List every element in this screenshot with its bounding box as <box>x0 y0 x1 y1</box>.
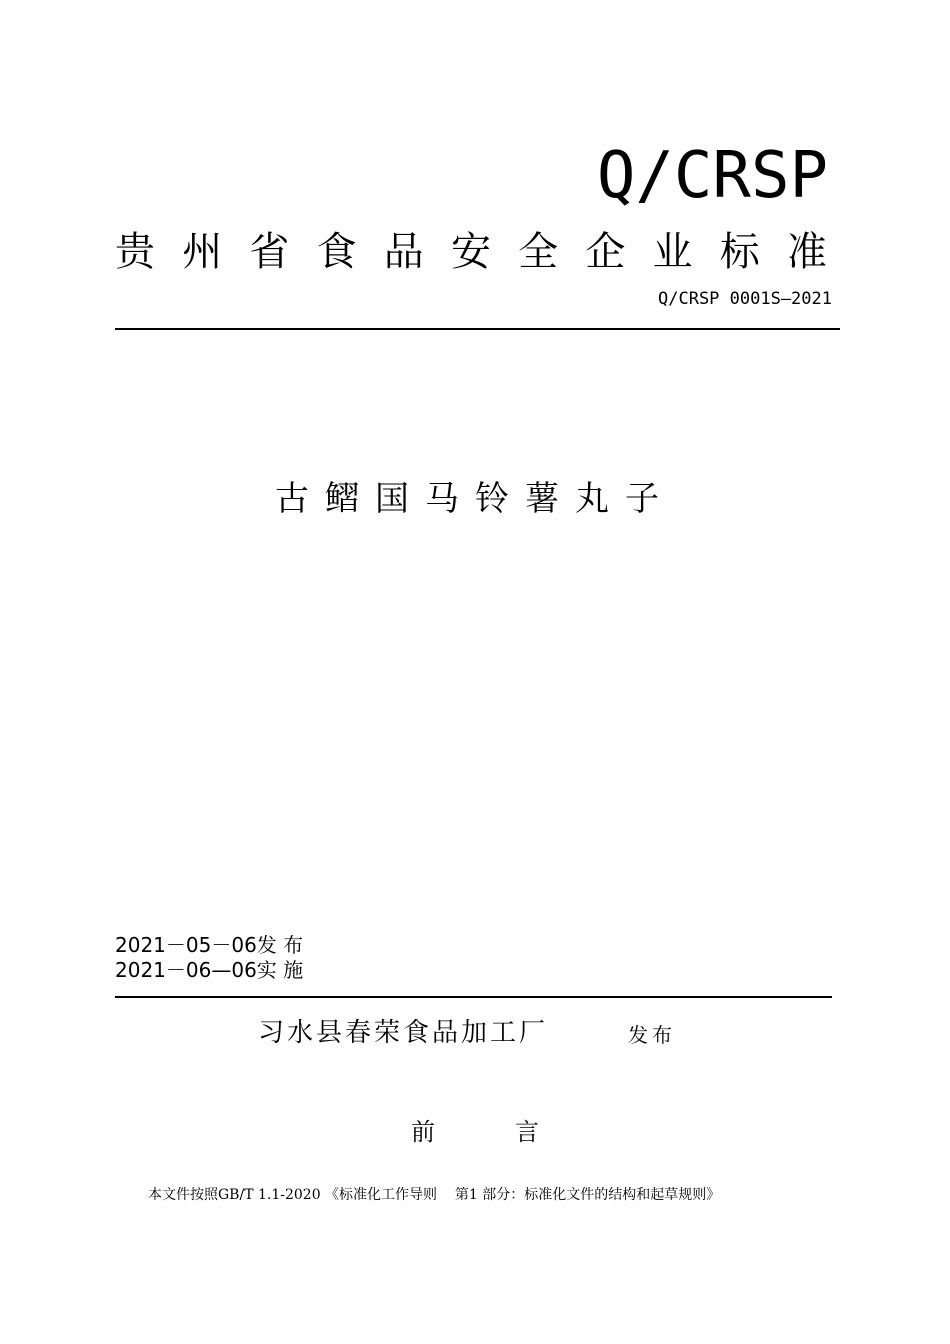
title-char: 食 <box>316 229 357 275</box>
issuer-label: 发布 <box>628 1023 676 1047</box>
title-char: 省 <box>249 229 290 275</box>
top-divider <box>115 328 840 330</box>
foreword-title-char: 言 <box>515 1118 539 1146</box>
title-char: 安 <box>450 229 491 275</box>
issuer-name: 习水县春荣食品加工厂 <box>258 1018 549 1048</box>
title-char: 标 <box>719 229 760 275</box>
title-char: 州 <box>182 229 223 275</box>
standard-code: Q/CRSP <box>596 139 828 213</box>
title-char: 品 <box>383 229 424 275</box>
title-char: 企 <box>585 229 626 275</box>
foreword-title-char: 前 <box>411 1118 435 1146</box>
title-char: 贵 <box>115 229 155 275</box>
title-char: 准 <box>786 229 827 275</box>
product-name: 古鳛国马铃薯丸子 <box>275 479 675 519</box>
publish-date: 2021－05－06发 布 <box>115 933 304 957</box>
foreword-title <box>0 1114 950 1150</box>
title-char: 业 <box>652 229 693 275</box>
standard-category-title <box>115 225 827 279</box>
implement-date: 2021－06—06实 施 <box>115 958 304 982</box>
standard-number: Q/CRSP 0001S—2021 <box>658 289 832 309</box>
title-char: 全 <box>518 229 559 275</box>
foreword-paragraph: 本文件按照GB/T 1.1-2020 《标准化工作导则 第1 部分：标准化文件的结构和起草规则》 <box>148 1187 721 1203</box>
bottom-divider <box>115 996 832 998</box>
